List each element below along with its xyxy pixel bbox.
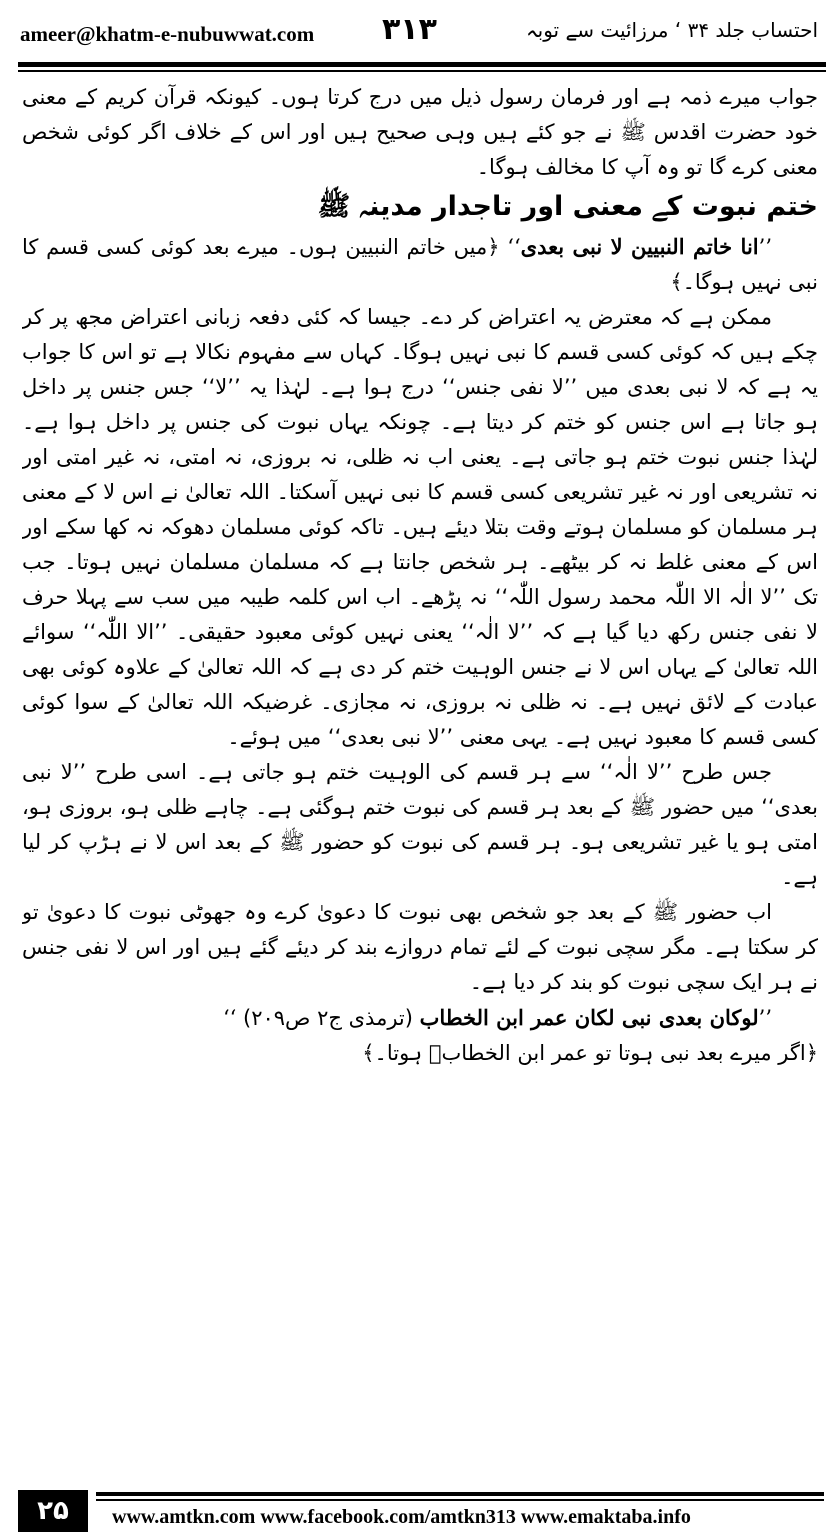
footer-rule-thick (96, 1492, 824, 1496)
hadith-1: ’’انا خاتم النبیین لا نبی بعدی‘‘ ﴿میں خاتم النبیین ہوں۔ میرے بعد کوئی کسی قسم کا نبی نہیں ہوگا۔﴾ (22, 234, 818, 294)
paragraph-objection: ممکن ہے کہ معترض یہ اعتراض کر دے۔ جیسا کہ کئی دفعہ زبانی اعتراض مجھ پر کر چکے ہیں کہ کوئی کسی قسم کا نبی نہیں ہوگا۔ کہاں سے مفہوم نکالا ہے تو اس کا جواب یہ ہے کہ لا نبی بعدی میں ’’لا نفی جنس‘‘ درج ہوا ہے۔ لہٰذا یہ ’’لا‘‘ جس جنس پر داخل ہو جاتا ہے اس جنس کو ختم کر دیتا ہے۔ چونکہ یہاں نبوت کی جنس پر داخل ہوا ہے۔ لہٰذا جنس نبوت ختم ہو جاتی ہے۔ یعنی اب نہ ظلی، نہ بروزی، نہ امتی، نہ غیر امتی اور نہ تشریعی اور نہ غیر تشریعی کسی قسم کا نبی نہیں آسکتا۔ اللہ تعالیٰ نے اس لا کے معنی ہر مسلمان کو مسلمان ہوتے وقت بتلا دیئے ہیں۔ تاکہ کوئی مسلمان دھوکہ نہ کھا سکے اور اس کے معنی غلط نہ کر بیٹھے۔ ہر شخص جانتا ہے کہ مسلمان مسلمان نہیں ہوتا۔ جب تک ’’لا الٰہ الا اللّٰہ محمد رسول اللّٰہ‘‘ نہ پڑھے۔ اب اس کلمہ طیبہ میں سب سے پہلا حرف لا نفی جنس رکھ دیا گیا ہے کہ ’’لا الٰہ‘‘ یعنی نہیں کوئی معبود حقیقی۔ ’’الا اللّٰہ‘‘ سوائے اللہ تعالیٰ کے یہاں اس لا نے جنس الوہیت ختم کر دی ہے کہ اللہ تعالیٰ کے علاوہ کوئی بھی عبادت کے لائق نہیں ہے۔ نہ ظلی نہ بروزی، نہ مجازی۔ غرضیکہ اللہ تعالیٰ کے سوا کوئی کسی قسم کا معبود نہیں ہے۔ یہی معنی ’’لا نبی بعدی‘‘ میں ہوئے۔ (22, 305, 818, 749)
header-page-number: ۳۱۳ (382, 12, 437, 47)
page-footer (0, 1484, 840, 1540)
footer-links[interactable]: www.amtkn.com www.facebook.com/amtkn313 www.emaktaba.info (112, 1506, 691, 1528)
hadith-2-translation-line: ﴿اگر میرے بعد نبی ہوتا تو عمر ابن الخطابؓ ہوتا۔﴾ (362, 1041, 818, 1065)
header-email: ameer@khatm-e-nubuwwat.com (20, 22, 315, 46)
paragraph-intro: جواب میرے ذمہ ہے اور فرمان رسول ذیل میں درج کرتا ہوں۔ کیونکہ قرآن کریم کے معنی خود حضرت اقدس ﷺ نے جو کئے ہیں وہی صحیح ہیں اور اس کے خلاف اگر کوئی شخص معنی کرے گا تو وہ آپ کا مخالف ہوگا۔ (22, 85, 818, 179)
header-book-title: احتساب جلد ۳۴ ‘ مرزائیت سے توبہ (525, 18, 818, 42)
paragraph-comparison: جس طرح ’’لا الٰہ‘‘ سے ہر قسم کی الوہیت ختم ہو جاتی ہے۔ اسی طرح ’’لا نبی بعدی‘‘ میں حضور ﷺ کے بعد ہر قسم کی نبوت ختم ہوگئی ہے۔ چاہے ظلی ہو، بروزی ہو، امتی ہو یا غیر تشریعی ہو۔ ہر قسم کی نبوت کو حضور ﷺ کے بعد اس لا نے ہڑپ کر لیا ہے۔ (22, 760, 818, 889)
hadith-2-arabic: لوکان بعدی نبی لکان عمر ابن الخطاب (419, 1005, 759, 1030)
hadith-1-translation: میں خاتم النبیین ہوں۔ میرے بعد کوئی کسی قسم کا نبی نہیں ہوگا۔ (22, 235, 818, 294)
hadith-1-arabic: انا خاتم النبیین لا نبی بعدی (520, 234, 759, 259)
hadith-2-translation: اگر میرے بعد نبی ہوتا تو عمر ابن الخطابؓ ہوتا۔ (374, 1041, 806, 1065)
hadith-2-reference: (ترمذی ج۲ ص۲۰۹) (242, 1006, 413, 1030)
page-header (0, 0, 840, 62)
section-heading: ختم نبوت کے معنی اور تاجدار مدینہ ﷺ (317, 191, 818, 222)
footer-page-number: ۲۵ (18, 1490, 88, 1532)
header-rule-thick (18, 62, 826, 67)
header-rule-thin (18, 70, 826, 72)
page-body (22, 80, 818, 1468)
footer-rule-thin (96, 1499, 824, 1501)
hadith-2: ’’لوکان بعدی نبی لکان عمر ابن الخطاب (ترمذی ج۲ ص۲۰۹) ‘‘ (222, 1005, 772, 1030)
paragraph-conclusion: اب حضور ﷺ کے بعد جو شخص بھی نبوت کا دعویٰ کرے وہ جھوٹی نبوت کا دعویٰ تو کر سکتا ہے۔ مگر سچی نبوت کے لئے تمام دروازے بند کر دیئے گئے ہیں اور اس لا نفی جنس نے ہر ایک سچی نبوت کو بند کر دیا ہے۔ (22, 900, 818, 994)
